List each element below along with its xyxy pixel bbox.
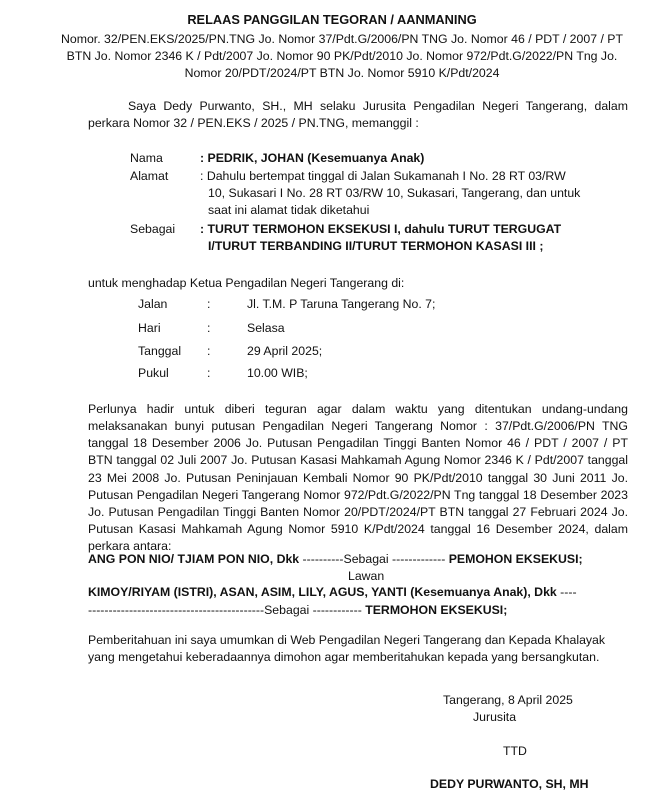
sebagai-text: Sebagai bbox=[343, 552, 389, 566]
schedule-value: 10.00 WIB; bbox=[247, 366, 308, 380]
schedule-value: 29 April 2025; bbox=[247, 344, 323, 358]
schedule-label: Jalan bbox=[138, 297, 168, 311]
signature-name: DEDY PURWANTO, SH, MH bbox=[430, 777, 589, 791]
pemohon-name: ANG PON NIO/ TJIAM PON NIO, Dkk bbox=[88, 552, 300, 566]
termohon-line bbox=[88, 585, 577, 599]
notice-paragraph: Pemberitahuan ini saya umumkan di Web Pengadilan Negeri Tangerang dan Kepada Khalayak yang mengetahui keberadaannya dimohon agar memberitahukan kepada yang bersangkutan. bbox=[88, 633, 606, 665]
document-title: RELAAS PANGGILAN TEGORAN / AANMANING bbox=[187, 12, 477, 27]
termohon-role: TERMOHON EKSEKUSI; bbox=[365, 603, 508, 617]
alamat-line-3: saat ini alamat tidak diketahui bbox=[208, 203, 370, 217]
signature-role: Jurusita bbox=[473, 710, 517, 724]
pemohon-line bbox=[88, 552, 583, 566]
schedule-label: Hari bbox=[138, 321, 161, 335]
body-paragraph: Perlunya hadir untuk diberi teguran agar dalam waktu yang ditentukan undang-undang melaksanakan bunyi putusan Pengadilan Negeri Tangerang Nomor : 37/Pdt.G/2006/PN TNG tanggal 18 Desember 2006 Jo. Putusan Pengadilan Tinggi Banten Nomor 46 / PDT / 2007 / PT BTN tanggal 02 Juli 2007 Jo. Putusan Kasasi Mahkamah Agung Nomor 2346 K / Pdt/2007 tanggal 23 Mei 2008 Jo. Putusan Peninjauan Kembali Nomor 90 PK/Pdt/2010 tanggal 30 Juni 2011 Jo. Putusan Pengadilan Negeri Tangerang Nomor 972/Pdt.G/2022/PN Tng tanggal 18 Desember 2023 Jo. Putusan Pengadilan Tinggi Banten Nomor 20/PDT/2024/PT BTN tanggal 27 Februari 2024 Jo. Putusan Kasasi Mahkamah Agung Nomor 5910 K/Pdt/2024 tanggal 16 Desember 2024, dalam perkara antara: bbox=[88, 402, 628, 554]
dash-separator: ------------------------------------------- bbox=[88, 603, 265, 617]
sebagai-label: Sebagai bbox=[130, 222, 176, 236]
schedule-sep: : bbox=[207, 297, 211, 311]
schedule-label: Pukul bbox=[138, 366, 169, 380]
sebagai-text: Sebagai bbox=[264, 603, 310, 617]
dash-separator: ---------- bbox=[299, 552, 344, 566]
schedule-sep: : bbox=[207, 344, 211, 358]
pemohon-role: PEMOHON EKSEKUSI; bbox=[448, 552, 583, 566]
intro-paragraph: Saya Dedy Purwanto, SH., MH selaku Jurusita Pengadilan Negeri Tangerang, dalam perkara Nomor 32 / PEN.EKS / 2025 / PN.TNG, memanggil : bbox=[88, 99, 628, 131]
reference-number: Nomor. 32/PEN.EKS/2025/PN.TNG Jo. Nomor 37/Pdt.G/2006/PN TNG Jo. Nomor 46 / PDT / 2007 / PT BTN Jo. Nomor 2346 K / Pdt/2007 Jo. Nomor 90 PK/Pdt/2010 Jo. Nomor 972/Pdt.G/2022/PN Tng Jo. Nomor 20/PDT/2024/PT BTN Jo. Nomor 5910 K/Pdt/2024 bbox=[60, 32, 624, 80]
alamat-line-1: : Dahulu bertempat tinggal di Jalan Sukamanah I No. 28 RT 03/RW bbox=[200, 169, 566, 183]
sebagai-line-1: : TURUT TERMOHON EKSEKUSI I, dahulu TURUT TERGUGAT bbox=[200, 222, 562, 236]
dash-separator: ---- bbox=[556, 585, 577, 599]
signature-ttd: TTD bbox=[503, 744, 527, 758]
nama-label: Nama bbox=[130, 151, 163, 165]
signature-place-date: Tangerang, 8 April 2025 bbox=[443, 693, 573, 707]
schedule-label: Tanggal bbox=[138, 344, 182, 358]
sebagai-line-2: I/TURUT TERBANDING II/TURUT TERMOHON KASASI III ; bbox=[208, 239, 544, 253]
schedule-value: Selasa bbox=[247, 321, 285, 335]
nama-value: : PEDRIK, JOHAN (Kesemuanya Anak) bbox=[200, 151, 425, 165]
dash-separator: ------------ bbox=[309, 603, 366, 617]
dash-separator: ------------- bbox=[388, 552, 449, 566]
alamat-line-2: 10, Sukasari I No. 28 RT 03/RW 10, Sukasari, Tangerang, dan untuk bbox=[208, 186, 581, 200]
schedule-value: Jl. T.M. P Taruna Tangerang No. 7; bbox=[247, 297, 436, 311]
alamat-label: Alamat bbox=[130, 169, 169, 183]
schedule-sep: : bbox=[207, 321, 211, 335]
summon-intro: untuk menghadap Ketua Pengadilan Negeri Tangerang di: bbox=[88, 276, 405, 290]
termohon-name: KIMOY/RIYAM (ISTRI), ASAN, ASIM, LILY, AGUS, YANTI (Kesemuanya Anak), Dkk bbox=[88, 585, 557, 599]
schedule-sep: : bbox=[207, 366, 211, 380]
lawan-text: Lawan bbox=[348, 569, 385, 583]
termohon-role-line bbox=[88, 603, 507, 617]
